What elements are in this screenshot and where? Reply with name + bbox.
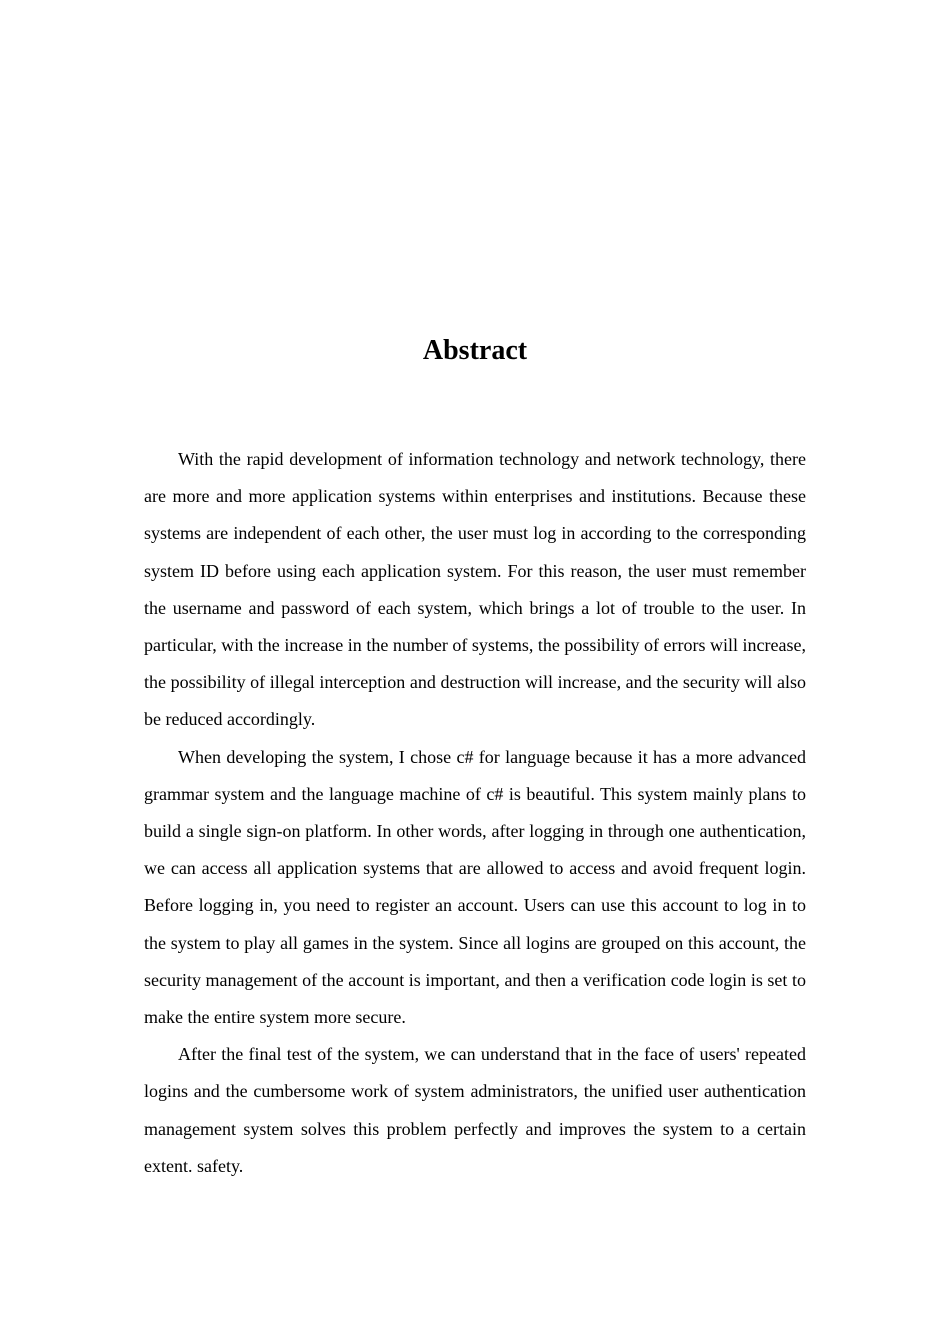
abstract-paragraph-1: With the rapid development of information technology and network technology, there are more and more application systems within enterprises and institutions. Because these systems are independent of each other, the user must log in according to the corresponding system ID before using each application system. For this reason, the user must remember the username and password of each system, which brings a lot of trouble to the user. In particular, with the increase in the number of systems, the possibility of errors will increase, the possibility of illegal interception and destruction will increase, and the security will also be reduced accordingly. [144,449,806,730]
page-title: Abstract [422,335,528,366]
abstract-paragraph-2: When developing the system, I chose c# for language because it has a more advanced grammar system and the language machine of c# is beautiful. This system mainly plans to build a single sign-on platform. In other words, after logging in through one authentication, we can access all application systems that are allowed to access and avoid frequent login. Before logging in, you need to register an account. Users can use this account to log in to the system to play all games in the system. Since all logins are grouped on this account, the security management of the account is important, and then a verification code login is set to make the entire system more secure. [144,746,806,1028]
abstract-body [144,441,806,1185]
abstract-paragraph-3: After the final test of the system, we can understand that in the face of users' repeated logins and the cumbersome work of system administrators, the unified user authentication management system solves this problem perfectly and improves the system to a certain extent. safety. [144,1044,806,1176]
